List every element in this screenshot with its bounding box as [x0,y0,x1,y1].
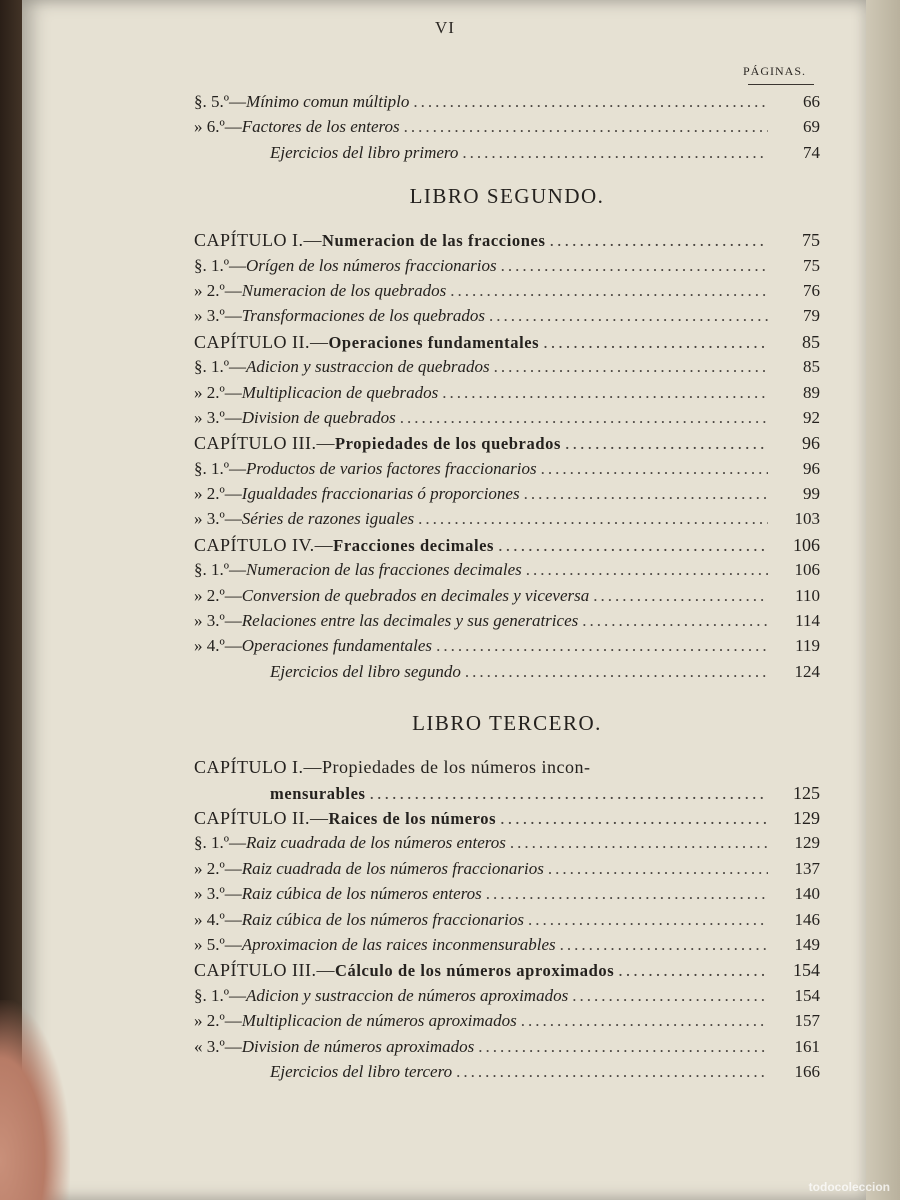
toc-title: Raiz cuadrada de los números fraccionarios [241,858,544,878]
toc-page-number: 96 [803,458,820,478]
toc-prefix: §. 1.º— [194,985,247,1005]
toc-prefix: » 3.º— [194,306,242,326]
toc-page-number: 149 [794,934,820,954]
toc-leader-dots [501,256,768,276]
toc-chapter [194,433,820,458]
toc-page-number: 125 [793,782,820,803]
toc-title: Orígen de los números fraccionarios [246,255,497,275]
toc-entry [194,408,820,433]
toc-prefix: §. 1.º— [194,560,247,580]
toc-leader-dots [404,117,768,137]
toc-prefix: » 4.º— [194,636,242,656]
toc-prefix: §. 5.º— [194,92,247,111]
toc-page-number: 119 [795,636,820,656]
toc-leader-dots [413,92,768,112]
toc-leader-dots [549,230,768,251]
toc-prefix: CAPÍTULO I.— [194,230,322,251]
toc-leader-dots [500,808,768,829]
toc-entry [194,92,820,117]
toc-title: Aproximacion de las raices inconmensurables [241,934,556,954]
toc-title: Adicion y sustraccion de números aproximados [246,985,569,1005]
toc-exercises [194,1062,820,1087]
toc-entry [194,1011,820,1036]
toc-leader-dots [370,783,768,804]
toc-entry [194,256,820,281]
toc-page-number: 114 [795,611,820,631]
toc-page-number: 106 [794,560,820,580]
toc-entry [194,859,820,884]
toc-entry [194,459,820,484]
toc-page-number: 79 [803,306,820,326]
toc-entry [194,611,820,636]
toc-title: Division de números aproximados [241,1036,475,1056]
toc-entry [194,484,820,509]
toc-leader-dots [498,535,768,556]
toc-title: Raices de los números [328,808,497,828]
toc-page-number: 85 [803,357,820,377]
toc-title: Séries de razones iguales [241,509,415,529]
toc-page-number: 92 [803,407,820,427]
toc-title: Raiz cúbica de los números enteros [241,884,482,904]
toc-title: Numeracion de los quebrados [241,280,447,300]
thumb [0,1000,70,1200]
toc-leader-dots [400,408,768,428]
toc-page-number: 85 [802,331,820,352]
toc-page-number: 69 [803,117,820,137]
toc-prefix: CAPÍTULO III.— [194,960,335,981]
toc-entry [194,117,820,142]
toc-title: Mínimo comun múltiplo [246,92,410,111]
book-page [22,0,868,1200]
toc-page-number: 106 [793,534,820,555]
toc-exercises [194,662,820,687]
toc-title: Ejercicios del libro tercero [270,1061,453,1081]
toc-chapter [194,332,820,357]
toc-chapter-title: CAPÍTULO I.—Propiedades de los números incon- [194,757,591,778]
toc-entry [194,383,820,408]
toc-prefix: CAPÍTULO IV.— [194,534,334,555]
toc-prefix: » 2.º— [194,585,242,605]
toc-prefix: » 2.º— [194,382,242,402]
toc-leader-dots [618,960,768,981]
toc-prefix: » 2.º— [194,858,242,878]
toc-leader-dots [524,484,768,504]
toc-title: Operaciones fundamentales [241,636,433,656]
toc-page-number: 154 [793,960,820,981]
toc-prefix: » 5.º— [194,934,242,954]
toc-title: Productos de varios factores fraccionarios [246,458,537,478]
toc-prefix: CAPÍTULO III.— [194,433,335,454]
toc-page-number: 129 [793,807,820,828]
toc-entry [194,935,820,960]
toc-title: Factores de los enteros [241,117,400,137]
toc-leader-dots [521,1011,768,1031]
toc-page-number: 66 [803,92,820,111]
toc-page-number: 157 [794,1011,820,1031]
toc-chapter [194,535,820,560]
toc-leader-dots [582,611,768,631]
toc-title: Transformaciones de los quebrados [241,306,485,326]
toc-entry [194,783,820,808]
toc-leader-dots [548,859,768,879]
toc-prefix: « 3.º— [194,1036,242,1056]
toc-leader-dots [486,884,768,904]
toc-entry [194,636,820,661]
toc-title: Ejercicios del libro segundo [270,661,461,681]
toc-page-number: 75 [803,255,820,275]
toc-title: Adicion y sustraccion de quebrados [246,357,490,377]
toc-leader-dots [465,662,768,682]
toc-chapter [194,960,820,985]
toc-entry [194,509,820,534]
toc-entry [194,586,820,611]
toc-entry [194,910,820,935]
toc-page-number: 137 [794,858,820,878]
toc-leader-dots [510,833,768,853]
toc-leader-dots [442,383,768,403]
toc-entry [194,306,820,331]
toc-prefix: » 3.º— [194,884,242,904]
toc-chapter-line [194,757,820,782]
paginas-rule [748,84,814,85]
toc-leader-dots [462,143,768,163]
toc-prefix: » 2.º— [194,484,242,504]
toc-leader-dots [543,332,768,353]
toc-page-number: 76 [803,280,820,300]
libro-segundo-heading: LIBRO SEGUNDO. [409,184,605,209]
watermark: todocoleccion [808,1180,890,1194]
toc-page-number: 96 [802,433,820,454]
toc-entry [194,560,820,585]
toc-page-number: 75 [802,230,820,251]
toc-entry [194,833,820,858]
toc-exercises [194,143,820,168]
toc-page-number: 154 [794,985,820,1005]
libro-segundo-list [194,230,820,687]
toc-prefix: » 3.º— [194,611,242,631]
toc-entry [194,884,820,909]
libro-tercero-list [194,783,820,1088]
toc-title: Propiedades de los quebrados [334,434,561,454]
toc-leader-dots [478,1037,768,1057]
page-folio: VI [435,18,455,37]
toc-leader-dots [489,306,768,326]
toc-page-number: 110 [795,585,820,605]
toc-leader-dots [572,986,768,1006]
toc-entry [194,281,820,306]
toc-title: Raiz cuadrada de los números enteros [246,833,506,853]
libro-primero-tail [194,92,820,168]
toc-title: Operaciones fundamentales [328,332,540,352]
toc-page-number: 140 [794,884,820,904]
paginas-label: PÁGINAS. [742,64,806,78]
toc-page-number: 166 [794,1061,820,1081]
toc-leader-dots [560,935,768,955]
toc-title: Cálculo de los números aproximados [334,961,615,981]
toc-prefix: CAPÍTULO II.— [194,331,329,352]
toc-prefix: » 3.º— [194,407,242,427]
toc-page-number: 146 [794,909,820,929]
toc-title: mensurables [270,783,366,803]
toc-leader-dots [494,357,768,377]
toc-chapter [194,808,820,833]
toc-page-number: 74 [803,142,820,162]
toc-prefix: » 3.º— [194,509,242,529]
toc-leader-dots [456,1062,768,1082]
toc-leader-dots [565,433,768,454]
toc-title: Numeracion de las fracciones decimales [246,560,522,580]
toc-leader-dots [526,560,768,580]
toc-title: Multiplicacion de quebrados [241,382,439,402]
toc-title: Relaciones entre las decimales y sus generatrices [241,611,579,631]
toc-prefix: §. 1.º— [194,255,247,275]
toc-prefix: » 4.º— [194,909,242,929]
toc-title: Numeracion de las fracciones [322,231,546,251]
toc-entry [194,986,820,1011]
toc-prefix: » 6.º— [194,117,242,137]
toc-page-number: 89 [803,382,820,402]
toc-chapter [194,230,820,255]
toc-leader-dots [418,509,768,529]
toc-title: Multiplicacion de números aproximados [241,1011,517,1031]
toc-leader-dots [528,910,768,930]
toc-page-number: 161 [794,1036,820,1056]
table-of-contents [194,92,820,1087]
toc-title: Igualdades fraccionarias ó proporciones [241,484,520,504]
toc-leader-dots [541,459,768,479]
toc-prefix: » 2.º— [194,280,242,300]
toc-title: Fracciones decimales [333,535,495,555]
toc-page-number: 129 [794,833,820,853]
toc-title: Division de quebrados [241,407,396,427]
toc-leader-dots [450,281,768,301]
toc-page-number: 124 [794,661,820,681]
toc-prefix: §. 1.º— [194,357,247,377]
toc-prefix: CAPÍTULO II.— [194,807,329,828]
toc-title: Raiz cúbica de los números fraccionarios [241,909,524,929]
toc-entry [194,1037,820,1062]
toc-prefix: §. 1.º— [194,458,247,478]
next-page-edge [866,0,900,1200]
toc-title: Conversion de quebrados en decimales y viceversa [241,585,590,605]
toc-title: Ejercicios del libro primero [270,142,459,162]
toc-leader-dots [593,586,768,606]
toc-entry [194,357,820,382]
libro-tercero-heading: LIBRO TERCERO. [412,711,602,736]
toc-page-number: 99 [803,484,820,504]
toc-page-number: 103 [794,509,820,529]
toc-prefix: » 2.º— [194,1011,242,1031]
toc-leader-dots [436,636,768,656]
toc-prefix: §. 1.º— [194,833,247,853]
